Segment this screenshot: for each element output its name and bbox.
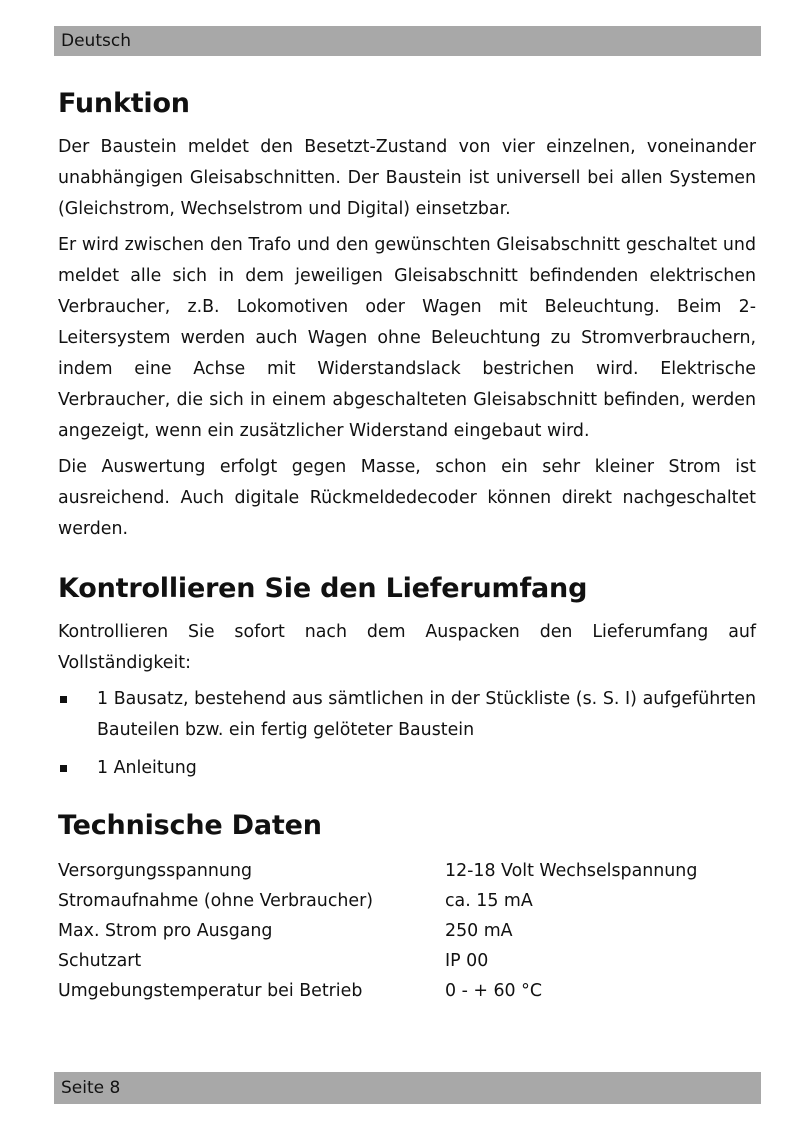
lieferumfang-intro: Kontrollieren Sie sofort nach dem Auspacken den Lieferumfang auf Vollständigkeit: (58, 622, 756, 673)
list-item (58, 753, 756, 784)
spec-value: 0 - + 60 °C (445, 981, 542, 1001)
table-row (58, 976, 697, 1006)
spec-label: Max. Strom pro Ausgang (58, 921, 273, 941)
list-item-text: 1 Anleitung (97, 758, 197, 778)
lieferumfang-list (58, 684, 756, 784)
table-row (58, 886, 697, 916)
header-language-bar (54, 26, 761, 56)
language-label: Deutsch (61, 31, 131, 51)
spec-value: IP 00 (445, 951, 489, 971)
spec-value: 250 mA (445, 921, 513, 941)
spec-label: Stromaufnahme (ohne Verbraucher) (58, 891, 374, 911)
funktion-paragraph-1: Der Baustein meldet den Besetzt-Zustand von vier einzelnen, voneinander unabhängigen Gleisabschnitten. Der Baustein ist universell bei allen Systemen (Gleichstrom, Wechselstrom und Digital) einsetzbar. (58, 137, 756, 219)
table-row (58, 916, 697, 946)
spec-value: 12-18 Volt Wechselspannung (445, 861, 698, 881)
section-title-funktion: Funktion (58, 88, 190, 119)
spec-label: Versorgungsspannung (58, 861, 253, 881)
page-number: Seite 8 (61, 1078, 121, 1098)
spec-label: Schutzart (58, 951, 142, 971)
section-title-technische-daten: Technische Daten (58, 810, 322, 841)
technical-data-table (58, 856, 697, 1006)
section-title-lieferumfang: Kontrollieren Sie den Lieferumfang (58, 573, 588, 604)
list-item (58, 684, 756, 746)
page-content (58, 82, 756, 1006)
footer-page-bar (54, 1072, 761, 1104)
spec-label: Umgebungstemperatur bei Betrieb (58, 981, 363, 1001)
table-row (58, 856, 697, 886)
funktion-paragraph-2: Er wird zwischen den Trafo und den gewünschten Gleisabschnitt geschaltet und meldet alle sich in dem jeweiligen Gleisabschnitt befindenden elektrischen Verbraucher, z.B. Lokomotiven oder Wagen mit Beleuchtung. Beim 2-Leitersystem werden auch Wagen ohne Beleuchtung zu Stromverbrauchern, indem eine Achse mit Widerstandslack bestrichen wird. Elektrische Verbraucher, die sich in einem abgeschalteten Gleisabschnitt befinden, werden angezeigt, wenn ein zusätzlicher Widerstand eingebaut wird. (58, 235, 756, 441)
list-item-text: 1 Bausatz, bestehend aus sämtlichen in der Stückliste (s. S. I) aufgeführten Bauteilen bzw. ein fertig gelöteter Baustein (97, 689, 756, 740)
square-bullet-icon (60, 765, 67, 772)
funktion-paragraph-3: Die Auswertung erfolgt gegen Masse, schon ein sehr kleiner Strom ist ausreichend. Auch digitale Rückmeldedecoder können direkt nachgeschaltet werden. (58, 457, 756, 539)
square-bullet-icon (60, 696, 67, 703)
table-row (58, 946, 697, 976)
spec-value: ca. 15 mA (445, 891, 533, 911)
